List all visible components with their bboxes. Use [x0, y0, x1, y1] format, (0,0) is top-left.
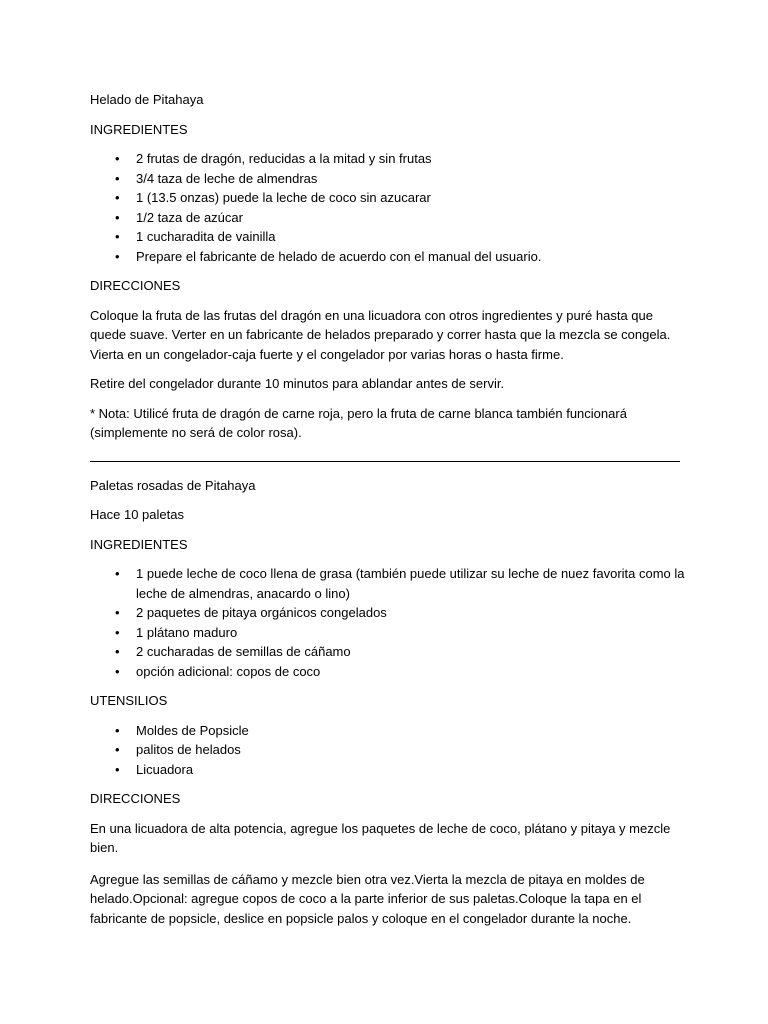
bullet-icon: • — [115, 605, 120, 620]
list-item: • 2 cucharadas de semillas de cáñamo — [90, 642, 690, 662]
recipe2-utensils-list — [90, 721, 690, 780]
bullet-icon: • — [115, 742, 120, 757]
list-item: • Moldes de Popsicle — [90, 721, 690, 741]
recipe2-title: Paletas rosadas de Pitahaya — [90, 477, 256, 493]
list-item: • 1 cucharadita de vainilla — [90, 227, 690, 247]
bullet-icon: • — [115, 190, 120, 205]
bullet-icon: • — [115, 566, 120, 581]
bullet-icon: • — [115, 170, 120, 186]
bullet-icon: • — [115, 248, 120, 264]
list-item: • 2 frutas de dragón, reducidas a la mitad y sin frutas — [90, 149, 690, 169]
list-item: • Licuadora — [90, 760, 690, 780]
bullet-icon: • — [115, 663, 120, 679]
recipe2-paragraph: En una licuadora de alta potencia, agregue los paquetes de leche de coco, plátano y pitaya y mezcle bien. — [90, 820, 671, 855]
recipe2-utensils-heading: UTENSILIOS — [90, 693, 168, 708]
recipe1-title: Helado de Pitahaya — [90, 92, 204, 107]
document-content — [90, 90, 690, 928]
bullet-icon: • — [115, 761, 120, 777]
recipe1-paragraph: Coloque la fruta de las frutas del dragón en una licuadora con otros ingredientes y puré hasta que quede suave. Verter en un fabricante de helados preparado y correr hasta que la mezcla se congela. Vierta en un congelador-caja fuerte y el congelador por varias horas o hasta firme. — [90, 307, 671, 362]
recipe1-ingredients-heading: INGREDIENTES — [90, 121, 188, 137]
recipe2-yield: Hace 10 paletas — [90, 507, 184, 522]
bullet-icon: • — [115, 722, 120, 738]
list-item: • 2 paquetes de pitaya orgánicos congelados — [90, 603, 690, 623]
list-item: • palitos de helados — [90, 740, 690, 760]
list-item: • opción adicional: copos de coco — [90, 662, 690, 682]
bullet-icon: • — [115, 229, 120, 244]
list-item: • 1/2 taza de azúcar — [90, 208, 690, 228]
recipe2-paragraph: Agregue las semillas de cáñamo y mezcle bien otra vez.Vierta la mezcla de pitaya en moldes de helado.Opcional: agregue copos de coco a la parte inferior de sus paletas.Coloque la tapa en el fabricante de popsicle, deslice en popsicle palos y coloque en el congelador durante la noche. — [90, 871, 645, 926]
list-item: • 1 puede leche de coco llena de grasa (también puede utilizar su leche de nuez favorita como la leche de almendras, anacardo o lino) — [115, 566, 685, 601]
bullet-icon: • — [115, 624, 120, 640]
recipe1-ingredients-list — [90, 149, 690, 266]
recipe2-directions-heading: DIRECCIONES — [90, 791, 181, 806]
recipe2-ingredients-heading: INGREDIENTES — [90, 536, 188, 552]
bullet-icon: • — [115, 209, 120, 225]
recipe1-note: * Nota: Utilicé fruta de dragón de carne roja, pero la fruta de carne blanca también funcionará (simplemente no será de color rosa). — [90, 405, 627, 440]
list-item: • 1 (13.5 onzas) puede la leche de coco sin azucarar — [90, 188, 690, 208]
recipe2-ingredients-list — [90, 564, 690, 681]
bullet-icon: • — [115, 151, 120, 166]
section-divider — [90, 461, 680, 462]
bullet-icon: • — [115, 644, 120, 659]
list-item: • 3/4 taza de leche de almendras — [90, 169, 690, 189]
list-item: • Prepare el fabricante de helado de acuerdo con el manual del usuario. — [90, 247, 690, 267]
list-item: • 1 plátano maduro — [90, 623, 690, 643]
recipe1-paragraph: Retire del congelador durante 10 minutos para ablandar antes de servir. — [90, 376, 505, 391]
recipe1-directions-heading: DIRECCIONES — [90, 278, 181, 293]
